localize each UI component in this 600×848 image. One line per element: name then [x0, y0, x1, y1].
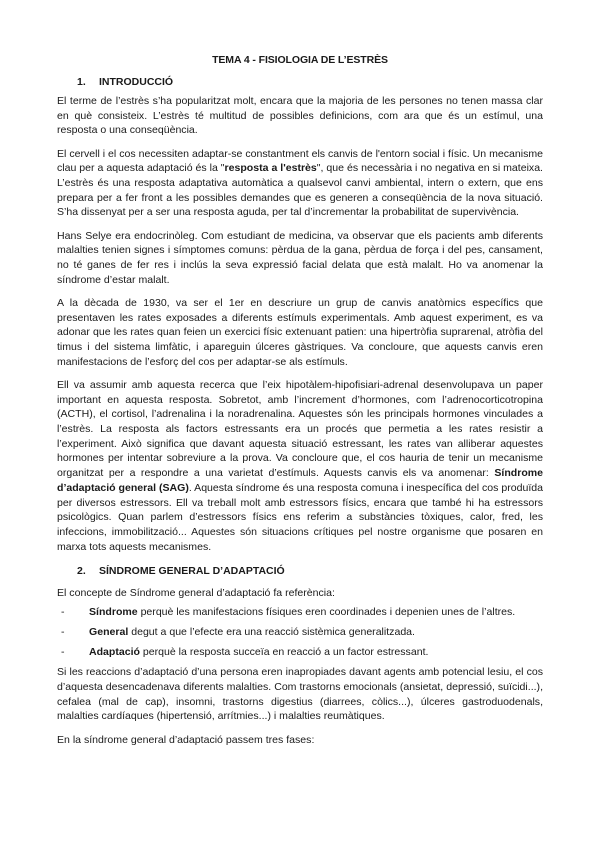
document-title: TEMA 4 - FISIOLOGIA DE L’ESTRÈS	[212, 54, 388, 66]
paragraph: Hans Selye era endocrinòleg. Com estudiant de medicina, va observar que els pacients amb diferents malalties tenien signes i símptomes comuns: pèrdua de la gana, pèrdua de força i del pes, cansament, no té ganes de fer res i inclús la seva expressió facial delata que està malalt. Ho va anomenar la síndrome d’estar malalt.	[57, 229, 543, 286]
list-item	[57, 645, 543, 660]
bold-term: Síndrome	[89, 606, 138, 619]
list-item	[57, 625, 543, 640]
definition-list	[57, 605, 543, 659]
dash-bullet: -	[61, 645, 65, 658]
text: . Aquesta síndrome és una resposta comuna i inespecífica del cos produïda per diversos estressors. Ell va treball molt amb estressors físics, encara que també hi ha estressors psicològics. Quan parlem d’estressors físics ens referim a substàncies tòxiques, calor, fred, les infeccions, immobilització... Aquestes són situacions crítiques pel nostre organisme que posaren en marxa tots aquests mecanismes.	[57, 481, 543, 553]
dash-bullet: -	[61, 606, 65, 619]
text: ", que és necessària i no negativa en si mateixa. L’estrès és una resposta adaptativa automàtica a qualsevol canvi ambiental, intern o extern, que ens prepara per a fer front a les possibles demandes que es generen a conseqüència de la nova situació. S’ha dissenyat per a ser una resposta aguda, per tal d’incrementar la probabilitat de supervivència.	[57, 162, 543, 219]
paragraph	[57, 378, 543, 554]
paragraph: El terme de l’estrès s’ha popularitzat molt, encara que la majoria de les persones no tenen massa clar en què consisteix. L’estrès té multitud de possibles definicions, com ara que és un estímul, una resposta o una conseqüència.	[57, 95, 543, 137]
list-item	[57, 605, 543, 620]
section-title: INTRODUCCIÓ	[99, 76, 174, 88]
section-title: SÍNDROME GENERAL D’ADAPTACIÓ	[99, 565, 285, 578]
bold-term: Adaptació	[89, 645, 140, 658]
paragraph: Si les reaccions d’adaptació d’una persona eren inapropiades davant agents amb potencial lesiu, el cos d’aquesta desencadenava diferents malalties. Com trastorns emocionals (ansietat, depressió, suïcidi...), cefalea (mal de cap), insomni, trastorns digestius (diarrees, còlics...), úlceres gastroduodenals, malalties cardíaques (hipertensió, arrítmies...) i malalties reumàtiques.	[57, 666, 543, 723]
bold-term: General	[89, 625, 129, 638]
text: Ell va assumir amb aquesta recerca que l’eix hipotàlem-hipofisiari-adrenal desenvolupava un paper important en aquesta resposta. Sobretot, amb l’increment d’hormones, com l’adrenocorticotropina (ACTH), el cortisol, l’adrenalina i la noradrenalina. Aquestes són les principals hormones vinculades a l’estrès. La resposta als factors estressants era un procés que permetia a les rates resistir a l’experiment. Això significa que davant aquesta situació estressant, les rates van alliberar aquestes hormones per intentar sobreviure a la prova. Va concloure que, el cos hauria de tenir un mecanisme organitzat per a respondre a una varietat d’estímuls. Aquests canvis els va anomenar:	[57, 378, 543, 480]
section-heading-introduccio	[57, 76, 543, 88]
section-heading-sindrome	[57, 565, 543, 577]
paragraph: En la síndrome general d’adaptació passem tres fases:	[57, 733, 315, 746]
bold-term: Síndrome d’adaptació general (SAG)	[57, 467, 543, 494]
section-number: 1.	[77, 76, 86, 88]
section-number: 2.	[77, 565, 86, 578]
paragraph: A la dècada de 1930, va ser el 1er en descriure un grup de canvis anatòmics específics que presentaven les rates exposades a diferents estímuls experimentals. Amb aquest experiment, es va adonar que les rates quan feien un exercici físic extenuant patien: una hipertròfia suprarenal, atròfia del timus i del sistema limfàtic, i apareguin úlceres gàstriques. Va concloure, que aquests canvis eren manifestacions de l’esforç del cos per adaptar-se als estímuls.	[57, 296, 543, 368]
text: degut a que l’efecte era una reacció sistèmica generalitzada.	[128, 625, 415, 638]
paragraph: El concepte de Síndrome general d’adaptació fa referència:	[57, 587, 335, 600]
document-page	[57, 54, 543, 756]
text: perquè les manifestacions físiques eren coordinades i depenien unes de l’altres.	[137, 606, 516, 619]
dash-bullet: -	[61, 625, 65, 638]
text: perquè la resposta succeïa en reacció a un factor estressant.	[139, 645, 429, 658]
paragraph	[57, 147, 543, 221]
text: El cervell i el cos necessiten adaptar-se constantment els canvis de l'entorn social i físic. Un mecanisme clau per a aquesta adaptació és la "	[57, 147, 543, 175]
bold-term: resposta a l'estrès	[224, 162, 317, 175]
